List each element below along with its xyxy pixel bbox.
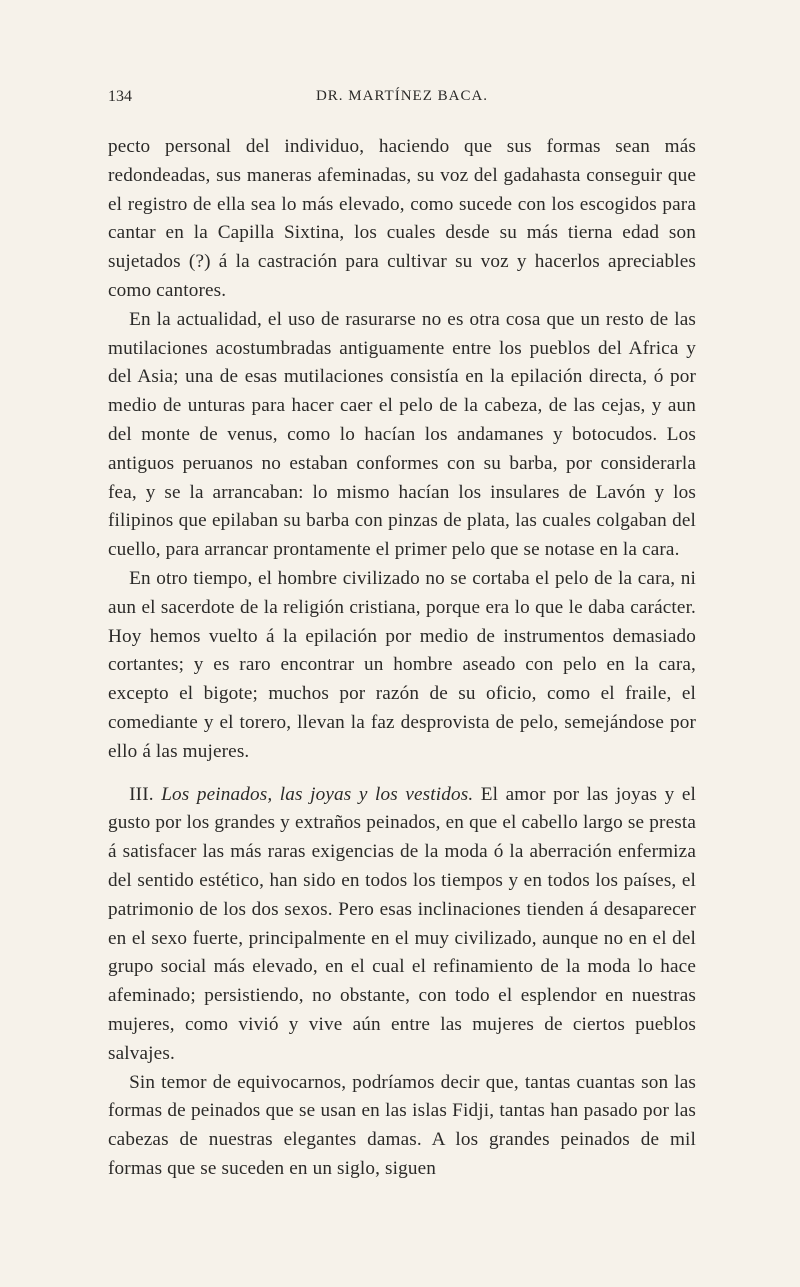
running-head [108,88,696,110]
section-iii-paragraph [108,781,696,1069]
section-heading: Los peinados, las joyas y los vestidos. [161,783,474,805]
section-number: III. [129,783,154,805]
header-title: DR. MARTÍNEZ BACA. [315,88,489,104]
paragraph-rasurarse: En la actualidad, el uso de rasurarse no es otra cosa que un resto de las mutilaciones acostumbradas antiguamente entre los pueblos del Africa y del Asia; una de esas mutilaciones consistía en la epilación directa, ó por medio de unturas para hacer caer el pelo de la cabeza, de las cejas, y aun del monte de venus, como lo hacían los andamanes y botocudos. Los antiguos peruanos no estaban conformes con su barba, por considerarla fea, y se la arrancaban: lo mismo hacían los insulares de Lavón y los filipinos que epilaban su barba con pinzas de plata, las cuales colgaban del cuello, para arrancar prontamente el primer pelo que se notase en la cara. [108,308,696,561]
paragraph-continuation: pecto personal del individuo, haciendo que sus formas sean más redondeadas, sus maneras afeminadas, su voz del gadahasta conseguir que el registro de ella sea lo más elevado, como sucede con los escogidos para cantar en la Capilla Sixtina, los cuales desde su más tierna edad son sujetados (?) á la castración para cultivar su voz y hacerlos apreciables como cantores. [108,136,696,301]
paragraph-otro-tiempo: En otro tiempo, el hombre civilizado no se cortaba el pelo de la cara, ni aun el sacerdote de la religión cristiana, porque era lo que le daba carácter. Hoy hemos vuelto á la epilación por medio de instrumentos demasiado cortantes; y es raro encontrar un hombre aseado con pelo en la cara, excepto el bigote; muchos por razón de su oficio, como el fraile, el comediante y el torero, llevan la faz desprovista de pelo, semejándose por ello á las mujeres. [108,567,696,762]
paragraph-final: Sin temor de equivocarnos, podríamos decir que, tantas cuantas son las formas de peinados que se usan en las islas Fidji, tantas han pasado por las cabezas de nuestras elegantes damas. A los grandes peinados de mil formas que se suceden en un siglo, siguen [108,1071,696,1179]
section-text: El amor por las joyas y el gusto por los grandes y extraños peinados, en que el cabello largo se presta á satisfacer las más raras exigencias de la moda ó la aberración enfermiza del sentido estético, han sido en todos los tiempos y en todos los países, el patrimonio de los dos sexos. Pero esas inclinaciones tienden á desaparecer en el sexo fuerte, principalmente en el muy civilizado, aunque no en el del grupo social más elevado, en el cual el refinamiento de la moda lo hace afeminado; persistiendo, no obstante, con todo el esplendor en nuestras mujeres, como vivió y vive aún entre las mujeres de ciertos pueblos salvajes. [108,783,697,1064]
page-number: 134 [108,88,132,105]
body-text [108,133,696,1184]
